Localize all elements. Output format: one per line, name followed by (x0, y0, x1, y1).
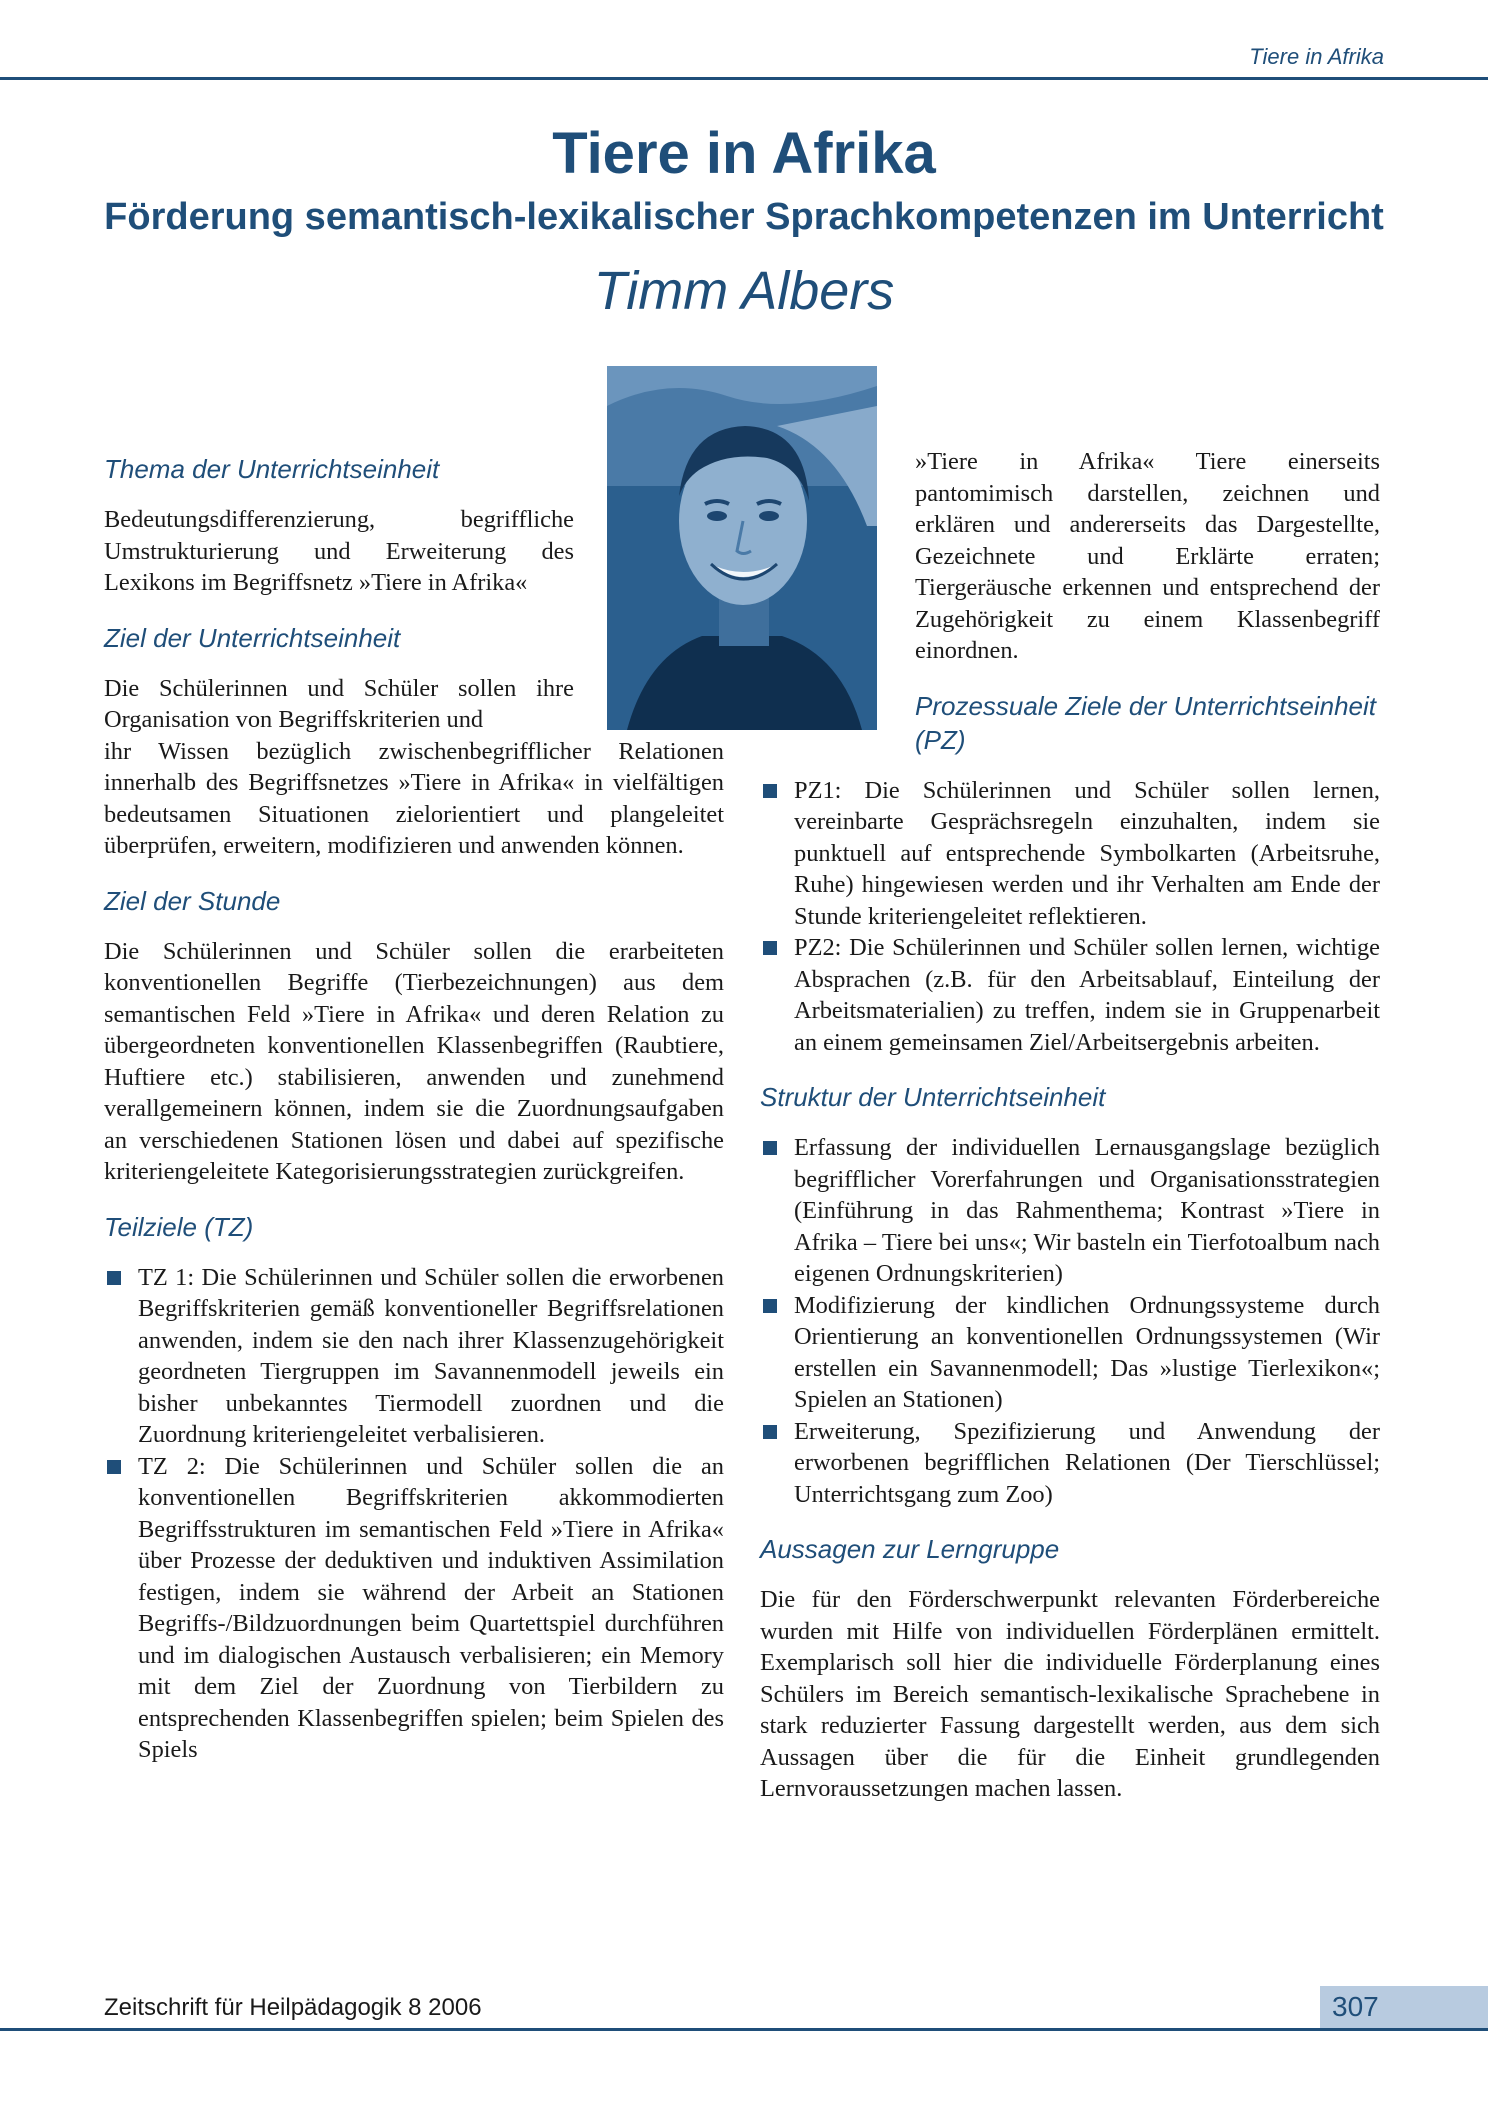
list-item (760, 775, 1380, 933)
bullet-square-icon (763, 1141, 777, 1155)
list-item-text: Erweiterung, Spezifizierung und Anwendung der erworbenen begrifflichen Relationen (Der Tierschlüssel; Unterrichtsgang zum Zoo) (794, 1417, 1380, 1508)
right-wrapped-block (915, 446, 1380, 757)
list-item-text: PZ1: Die Schülerinnen und Schüler sollen lernen, vereinbarte Gesprächsregeln einzuhalten, indem sie punktuell auf entsprechende Symbolkarten (Arbeitsruhe, Ruhe) hingewiesen werden und ihr Verhalten am Ende der Stunde kriteriengeleitet reflektieren. (794, 776, 1380, 930)
left-wrapped-block (104, 452, 574, 736)
bullet-square-icon (107, 1271, 121, 1285)
article-subtitle: Förderung semantisch-lexikalischer Sprachkompetenzen im Unterricht (104, 196, 1384, 238)
lerngruppe-text: Die für den Förderschwerpunkt relevanten Förderbereiche wurden mit Hilfe von individuellen Förderplänen ermittelt. Exemplarisch soll hier die individuelle Förderplanung eines Schülers im Bereich semantisch-lexikalische Sprachebene in stark reduzierter Fassung dargestellt werden, aus dem sich Aussagen über die für die Einheit grundlegenden Lernvoraussetzungen machen lassen. (760, 1586, 1380, 1802)
thema-text: Bedeutungsdifferenzierung, begriffliche Umstrukturierung und Erweiterung des Lexikons im Begriffsnetz »Tiere in Afrika« (104, 506, 574, 596)
article-author: Timm Albers (593, 261, 895, 321)
list-item-text: TZ 1: Die Schülerinnen und Schüler sollen die erworbenen Begriffskriterien gemäß konventioneller Begriffsrelationen anwenden, indem sie den nach ihrer Klassenzugehörigkeit geordneten Tiergruppen im Savannenmodell jeweils ein bisher unbekanntes Tiermodell zuordnen und die Zuordnung kriteriengeleitet verbalisieren. (138, 1263, 724, 1448)
article-title: Tiere in Afrika (552, 121, 936, 186)
running-head: Tiere in Afrika (1249, 44, 1384, 69)
teilziele-list (104, 1262, 724, 1766)
heading-ziel-stunde: Ziel der Stunde (104, 885, 281, 916)
top-rule (0, 77, 1488, 80)
heading-thema: Thema der Unterrichtseinheit (104, 454, 440, 484)
title-block (0, 118, 1488, 328)
list-item-text: TZ 2: Die Schülerinnen und Schüler sollen die an konventionellen Begriffskriterien akkommodierten Begriffsstrukturen im semantischen Feld »Tiere in Afrika« über Prozesse der deduktiven und induktiven Assimilation festigen, indem sie während der Arbeit an Stationen Begriffs-/Bildzuordnungen beim Quartettspiel durchführen und im dialogischen Austausch verbalisieren; ein Memory mit dem Ziel der Zuordnung von Tierbildern zu entsprechenden Klassenbegriffen spielen; beim Spielen des Spiels (138, 1452, 724, 1763)
heading-lerngruppe: Aussagen zur Lerngruppe (760, 1534, 1060, 1564)
heading-prozessuale-ziele: Prozessuale Ziele der Unterrichtseinheit (PZ) (915, 690, 1376, 755)
ziel-einheit-text-a: Die Schülerinnen und Schüler sollen ihre Organisation von Begriffskriterien und (104, 674, 574, 733)
heading-teilziele: Teilziele (TZ) (104, 1211, 254, 1242)
list-item (760, 1132, 1380, 1290)
list-item (760, 932, 1380, 1058)
footer-rule (0, 2028, 1488, 2031)
bullet-square-icon (763, 941, 777, 955)
ziel-stunde-text: Die Schülerinnen und Schüler sollen die erarbeiteten konventionellen Begriffe (Tierbezeichnungen) aus dem semantischen Feld »Tiere in Afrika« und deren Relation zu übergeordneten konventionellen Klassenbegriffen (Raubtiere, Huftiere etc.) stabilisieren, anwenden und zunehmend verallgemeinern können, indem sie die Zuordnungsaufgaben an verschiedenen Stationen lösen und dabei auf spezifische kriteriengeleitete Kategorisierungsstrategien zurückgreifen. (104, 937, 724, 1185)
list-item-text: Erfassung der individuellen Lernausgangslage bezüglich begrifflicher Vorerfahrungen und Organisationsstrategien (Einführung in das Rahmenthema; Kontrast »Tiere in Afrika – Tiere bei uns«; Wir basteln ein Tierfotoalbum nach eigenen Ordnungskriterien) (794, 1134, 1380, 1287)
bullet-square-icon (763, 1425, 777, 1439)
right-column (760, 446, 1380, 1805)
footer-journal: Zeitschrift für Heilpädagogik 8 2006 (104, 1994, 482, 2021)
page-number: 307 (1320, 1986, 1488, 2028)
prozessuale-ziele-list (760, 775, 1380, 1059)
bullet-square-icon (763, 784, 777, 798)
list-item-text: PZ2: Die Schülerinnen und Schüler sollen lernen, wichtige Absprachen (z.B. für den Arbeitsablauf, Einteilung der Arbeitsmaterialien) zu treffen, indem sie in Gruppenarbeit an einem gemeinsamen Ziel/Arbeitsergebnis arbeiten. (794, 934, 1380, 1056)
left-column (104, 452, 724, 1766)
bullet-square-icon (107, 1460, 121, 1474)
list-item (760, 1290, 1380, 1416)
continuation-text: »Tiere in Afrika« Tiere einerseits pantomimisch darstellen, zeichnen und erklären und andererseits das Dargestellte, Gezeichnete und Erklärte erraten; Tiergeräusche erkennen und entsprechend der Zugehörigkeit zu einem Klassenbegriff einordnen. (915, 448, 1380, 664)
list-item (104, 1451, 724, 1766)
heading-ziel-einheit: Ziel der Unterrichtseinheit (104, 622, 401, 653)
list-item-text: Modifizierung der kindlichen Ordnungssysteme durch Orientierung an konventionellen Ordnungssystemen (Wir erstellen ein Savannenmodell; Das »lustige Tierlexikon«; Spielen an Stationen) (794, 1291, 1380, 1413)
bullet-square-icon (763, 1299, 777, 1313)
struktur-list (760, 1132, 1380, 1510)
list-item (104, 1262, 724, 1451)
list-item (760, 1416, 1380, 1511)
heading-struktur: Struktur der Unterrichtseinheit (760, 1082, 1106, 1112)
ziel-einheit-text-b: ihr Wissen bezüglich zwischenbegrifflicher Relationen innerhalb des Begriffsnetzes »Tiere in Afrika« in vielfältigen bedeutsamen Situationen zielorientiert und plangeleitet überprüfen, erweitern, modifizieren und anwenden können. (104, 737, 724, 859)
